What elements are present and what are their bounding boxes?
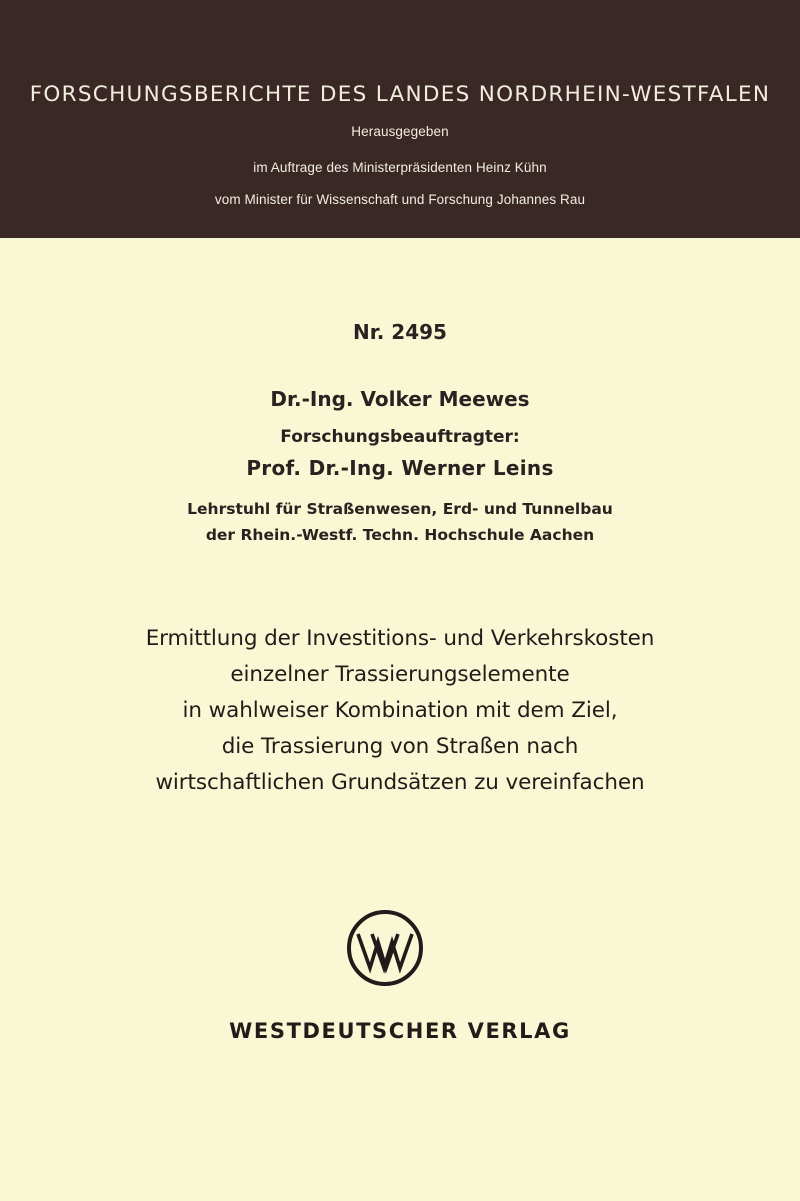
title-line: in wahlweiser Kombination mit dem Ziel,	[182, 698, 618, 723]
book-title	[0, 621, 800, 801]
editor-line-3: vom Minister für Wissenschaft und Forschung Johannes Rau	[214, 192, 586, 207]
title-line: die Trassierung von Straßen nach	[221, 734, 579, 759]
institution-line-1: Lehrstuhl für Straßenwesen, Erd- und Tunnelbau	[187, 500, 613, 518]
title-line: Ermittlung der Investitions- und Verkehrskosten	[145, 626, 655, 651]
title-line: einzelner Trassierungselemente	[230, 662, 570, 687]
research-lead-name: Prof. Dr.-Ing. Werner Leins	[246, 456, 554, 480]
series-header-band	[0, 0, 800, 238]
research-lead-label: Forschungsbeauftragter:	[280, 427, 520, 447]
editor-line-1: Herausgegeben	[351, 124, 449, 139]
editor-line-2: im Auftrage des Ministerpräsidenten Heinz Kühn	[253, 160, 547, 175]
author-name: Dr.-Ing. Volker Meewes	[270, 387, 530, 411]
publisher-name: WESTDEUTSCHER VERLAG	[229, 1019, 571, 1043]
publisher-logo-icon	[345, 908, 425, 988]
title-line: wirtschaftlichen Grundsätzen zu vereinfachen	[155, 770, 645, 795]
series-title: FORSCHUNGSBERICHTE DES LANDES NORDRHEIN-WESTFALEN	[29, 82, 771, 107]
institution-line-2: der Rhein.-Westf. Techn. Hochschule Aachen	[205, 526, 595, 544]
report-number: Nr. 2495	[353, 320, 447, 344]
